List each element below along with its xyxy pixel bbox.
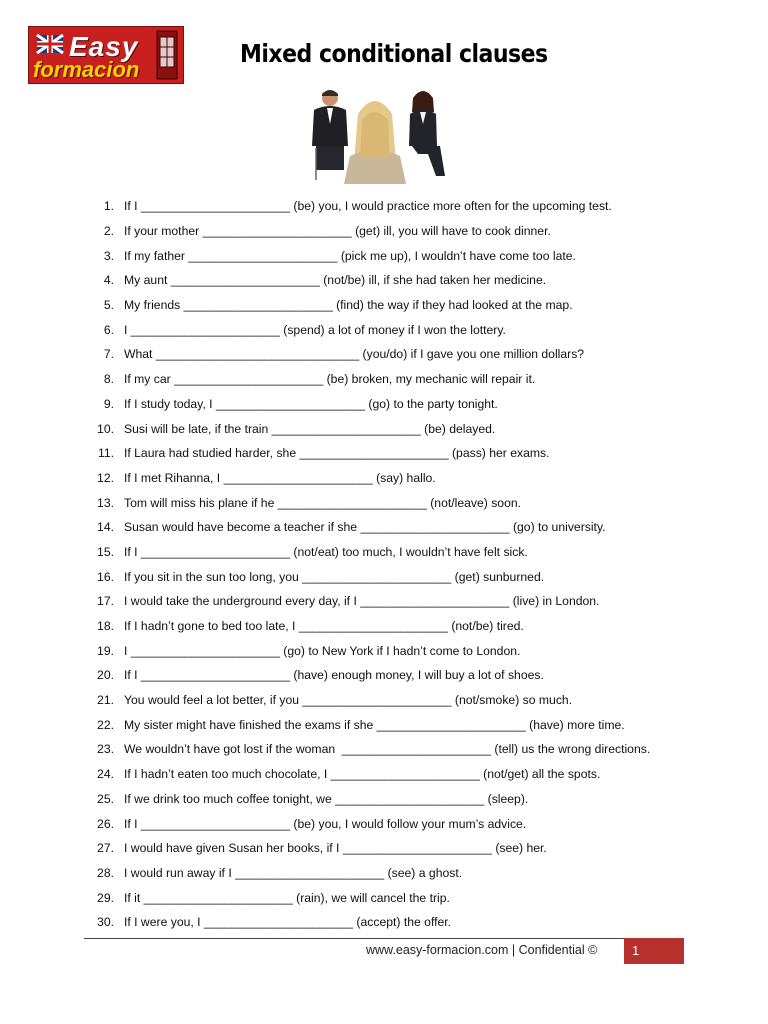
item-text: My sister might have finished the exams if she ______________________ (have) more time.	[124, 717, 625, 732]
list-item	[88, 515, 708, 540]
item-text: I ______________________ (spend) a lot of money if I won the lottery.	[124, 322, 506, 337]
item-text: If I hadn’t eaten too much chocolate, I ______________________ (not/get) all the spots.	[124, 767, 601, 782]
list-item	[88, 466, 708, 491]
item-text: If my father ______________________ (pick me up), I wouldn’t have come too late.	[124, 248, 576, 263]
list-item	[88, 885, 708, 910]
brand-logo	[28, 26, 184, 84]
list-item	[88, 342, 708, 367]
list-item	[88, 441, 708, 466]
logo-text-formacion: formacion	[33, 57, 140, 82]
item-text: If I study today, I ______________________ (go) to the party tonight.	[124, 396, 498, 411]
item-text: If you sit in the sun too long, you ______________________ (get) sunburned.	[124, 569, 545, 584]
item-number: 30.	[97, 915, 114, 930]
item-text: If it ______________________ (rain), we will cancel the trip.	[124, 890, 450, 905]
item-text: I ______________________ (go) to New York if I hadn’t come to London.	[124, 643, 521, 658]
item-number: 24.	[97, 767, 114, 782]
item-number: 28.	[97, 865, 114, 880]
item-number: 22.	[97, 717, 114, 732]
item-number: 5.	[103, 298, 114, 313]
list-item	[88, 861, 708, 886]
item-text: If we drink too much coffee tonight, we ______________________ (sleep).	[124, 791, 529, 806]
list-item	[88, 614, 708, 639]
item-number: 4.	[103, 273, 114, 288]
item-text: What ______________________________ (you/do) if I gave you one million dollars?	[124, 347, 585, 362]
logo-text-easy: Easy	[69, 31, 139, 62]
list-item	[88, 564, 708, 589]
list-item	[88, 638, 708, 663]
item-number: 18.	[97, 619, 114, 634]
list-item	[88, 712, 708, 737]
item-number: 21.	[97, 693, 114, 708]
list-item	[88, 737, 708, 762]
item-number: 14.	[97, 520, 114, 535]
list-item	[88, 293, 708, 318]
item-number: 16.	[97, 569, 114, 584]
item-number: 6.	[103, 322, 114, 337]
item-text: If your mother ______________________ (get) ill, you will have to cook dinner.	[124, 224, 551, 239]
list-item	[88, 194, 708, 219]
item-number: 10.	[97, 421, 114, 436]
item-number: 20.	[97, 668, 114, 683]
list-item	[88, 392, 708, 417]
item-text: My friends ______________________ (find) the way if they had looked at the map.	[124, 298, 573, 313]
item-text: If my car ______________________ (be) broken, my mechanic will repair it.	[124, 372, 536, 387]
item-text: If I met Rihanna, I ______________________ (say) hallo.	[124, 470, 436, 485]
list-item	[88, 243, 708, 268]
item-text: Tom will miss his plane if he ______________________ (not/leave) soon.	[124, 495, 522, 510]
list-item	[88, 663, 708, 688]
item-number: 23.	[97, 742, 114, 757]
item-text: If I ______________________ (be) you, I would practice more often for the upcoming test.	[124, 199, 612, 214]
people-interview-photo	[300, 84, 450, 184]
item-number: 12.	[97, 470, 114, 485]
item-number: 1.	[103, 199, 114, 214]
item-number: 19.	[97, 643, 114, 658]
item-number: 17.	[97, 594, 114, 609]
item-number: 2.	[103, 224, 114, 239]
item-number: 8.	[103, 372, 114, 387]
item-number: 29.	[97, 890, 114, 905]
item-text: I would take the underground every day, if I ______________________ (live) in London.	[124, 594, 600, 609]
list-item	[88, 490, 708, 515]
list-item	[88, 540, 708, 565]
exercise-list	[88, 194, 708, 935]
footer-text: www.easy-formacion.com | Confidential ©	[366, 943, 598, 957]
list-item	[88, 219, 708, 244]
list-item	[88, 836, 708, 861]
item-number: 9.	[103, 396, 114, 411]
item-text: Susi will be late, if the train ______________________ (be) delayed.	[124, 421, 496, 436]
item-text: If I ______________________ (be) you, I would follow your mum’s advice.	[124, 816, 527, 831]
list-item	[88, 367, 708, 392]
item-number: 11.	[97, 446, 114, 461]
item-text: We wouldn’t have got lost if the woman ______________________ (tell) us the wrong directions.	[124, 742, 651, 757]
item-number: 15.	[97, 544, 114, 559]
page-title: Mixed conditional clauses	[240, 40, 548, 69]
list-item	[88, 416, 708, 441]
item-text: You would feel a lot better, if you ______________________ (not/smoke) so much.	[124, 693, 573, 708]
item-number: 25.	[97, 791, 114, 806]
item-text: My aunt ______________________ (not/be) ill, if she had taken her medicine.	[124, 273, 547, 288]
page-number: 1	[632, 943, 640, 958]
item-number: 27.	[97, 841, 114, 856]
list-item	[88, 910, 708, 935]
list-item	[88, 268, 708, 293]
list-item	[88, 787, 708, 812]
item-number: 3.	[103, 248, 114, 263]
item-text: If Laura had studied harder, she ______________________ (pass) her exams.	[124, 446, 550, 461]
page-number-badge	[624, 938, 684, 964]
item-number: 26.	[97, 816, 114, 831]
list-item	[88, 589, 708, 614]
item-text: I would have given Susan her books, if I ______________________ (see) her.	[124, 841, 547, 856]
item-text: Susan would have become a teacher if she ______________________ (go) to university.	[124, 520, 606, 535]
item-text: I would run away if I ______________________ (see) a ghost.	[124, 865, 463, 880]
item-number: 13.	[97, 495, 114, 510]
list-item	[88, 762, 708, 787]
item-text: If I ______________________ (have) enough money, I will buy a lot of shoes.	[124, 668, 544, 683]
list-item	[88, 688, 708, 713]
item-number: 7.	[103, 347, 114, 362]
item-text: If I ______________________ (not/eat) too much, I wouldn’t have felt sick.	[124, 544, 528, 559]
footer-divider	[84, 938, 624, 939]
list-item	[88, 811, 708, 836]
item-text: If I were you, I ______________________ (accept) the offer.	[124, 915, 452, 930]
item-text: If I hadn’t gone to bed too late, I ______________________ (not/be) tired.	[124, 619, 524, 634]
list-item	[88, 317, 708, 342]
